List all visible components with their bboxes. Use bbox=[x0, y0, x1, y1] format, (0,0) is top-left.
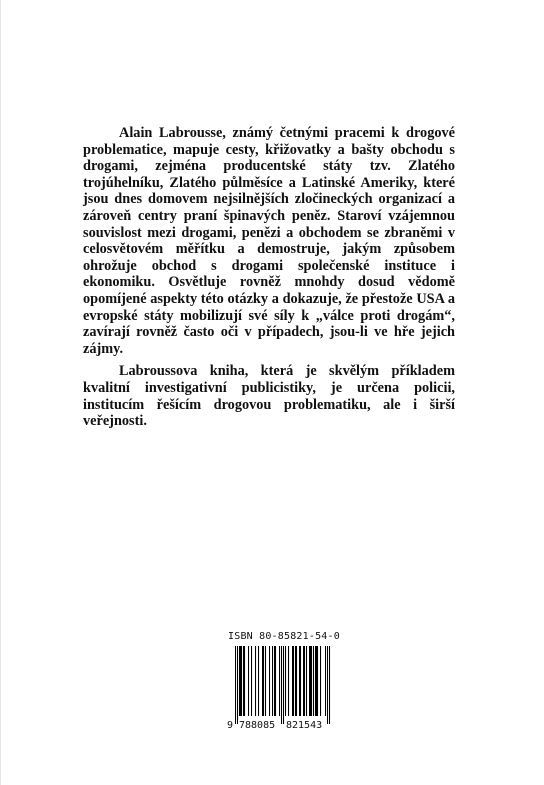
barcode-bar bbox=[243, 646, 244, 716]
barcode-bar bbox=[279, 646, 280, 716]
barcode-bar bbox=[258, 646, 259, 716]
barcode-bar bbox=[285, 646, 286, 716]
barcode-bar bbox=[274, 646, 275, 716]
barcode-bar bbox=[239, 646, 240, 716]
barcode-bar bbox=[300, 646, 301, 716]
barcode-bar bbox=[293, 646, 294, 716]
barcode-digits-right: 821543 bbox=[286, 720, 323, 731]
barcode-digit-first: 9 bbox=[227, 720, 234, 731]
isbn-barcode bbox=[227, 631, 340, 732]
barcode-bar bbox=[244, 646, 245, 716]
cover-blurb bbox=[83, 125, 455, 430]
barcode-bars bbox=[228, 646, 337, 724]
barcode-digits-left: 788085 bbox=[239, 720, 276, 731]
barcode-bar bbox=[248, 646, 249, 716]
barcode-bar bbox=[311, 646, 312, 716]
barcode-bar bbox=[325, 646, 326, 716]
barcode-bar bbox=[296, 646, 297, 716]
barcode-bar bbox=[309, 646, 310, 716]
barcode-bar bbox=[288, 646, 289, 716]
barcode-bar bbox=[320, 646, 321, 716]
barcode-bar bbox=[283, 646, 284, 724]
barcode-bar bbox=[240, 646, 241, 716]
barcode-bar bbox=[292, 646, 293, 716]
barcode-bar bbox=[317, 646, 318, 716]
barcode-bar bbox=[275, 646, 276, 716]
barcode-bar bbox=[263, 646, 264, 716]
barcode-bar bbox=[265, 646, 266, 716]
barcode-digits bbox=[228, 720, 337, 732]
barcode-bar bbox=[237, 646, 238, 724]
barcode-bar bbox=[281, 646, 282, 724]
barcode-bar bbox=[255, 646, 256, 716]
barcode-bar bbox=[306, 646, 307, 716]
barcode-bar bbox=[327, 646, 328, 724]
barcode-bar bbox=[241, 646, 242, 716]
barcode-bar bbox=[272, 646, 273, 716]
barcode-bar bbox=[313, 646, 314, 716]
barcode-bar bbox=[299, 646, 300, 716]
isbn-label: ISBN 80-85821-54-0 bbox=[228, 631, 340, 642]
barcode-bar bbox=[315, 646, 316, 716]
barcode-bar bbox=[251, 646, 252, 716]
barcode-bar bbox=[269, 646, 270, 716]
barcode-bar bbox=[262, 646, 263, 716]
barcode-bar bbox=[295, 646, 296, 716]
blurb-paragraph-2: Labroussova kniha, která je skvělým příkladem kvalitní investigativní publicistiky, je určena policii, institucím řešícím drogovou problematiku, ale i širší veřejnosti. bbox=[83, 363, 455, 430]
barcode-bar bbox=[329, 646, 330, 724]
barcode-bar bbox=[310, 646, 311, 716]
barcode-bar bbox=[316, 646, 317, 716]
barcode-bar bbox=[235, 646, 236, 724]
blurb-paragraph-1: Alain Labrousse, známý četnými pracemi k drogové problematice, mapuje cesty, křižovatky a bašty obchodu s drogami, zejména producentské státy tzv. Zlatého trojúhelníku, Zlatého půlměsíce a Latinské Ameriky, které jsou dnes domovem nejsilnějších zločineckých organizací a zároveň centry praní špinavých peněz. Staroví vzájemnou souvislost mezi drogami, penězi a obchodem se zbraněmi v celosvětovém měřítku a demostruje, jakým způsobem ohrožuje obchod s drogami společenské instituce i ekonomiku. Osvětluje rovněž mnohdy dosud vědomě opomíjené aspekty této otázky a dokazuje, že přestože USA a evropské státy mobilizují své síly k „válce proti drogám“, zavírají rovněž často oči v případech, jsou-li ve hře jejich zájmy. bbox=[83, 125, 455, 357]
barcode-bar bbox=[303, 646, 304, 716]
barcode-bar bbox=[304, 646, 305, 716]
